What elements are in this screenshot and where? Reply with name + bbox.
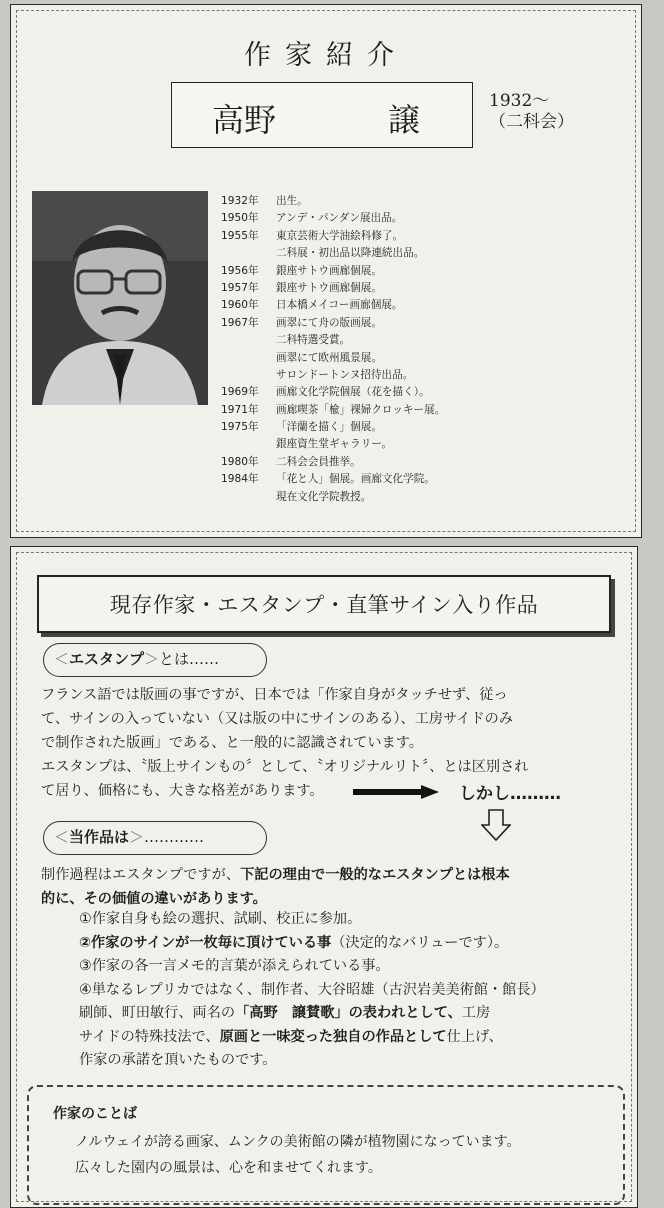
work-paragraph xyxy=(41,863,510,911)
reason-4-line1: ④単なるレプリカではなく、制作者、大谷昭雄（古沢岩美美術館・館長） xyxy=(79,981,545,998)
bio-year: 1932年 xyxy=(221,195,259,207)
artist-dates xyxy=(489,91,574,133)
bio-text: 画翠にて欧州風景展。 xyxy=(276,351,382,364)
estampe-line: て居り、価格にも、大きな格差があります。 xyxy=(41,783,324,799)
reason-4-line2-c: 工房 xyxy=(461,1005,491,1021)
bio-text: 「洋蘭を描く」個展。 xyxy=(276,421,382,434)
bio-text: 「花と人」個展。画廊文化学院。 xyxy=(276,473,435,486)
reason-4-line2 xyxy=(79,1002,545,1026)
bio-text: 現在文化学院教授。 xyxy=(276,490,372,503)
work-suffix: ………… xyxy=(144,828,205,846)
bio-text: 二科会会員推挙。 xyxy=(276,455,361,468)
bio-row xyxy=(221,402,445,419)
artist-words-line: ノルウェイが誇る画家、ムンクの美術館の隣が植物園になっています。 xyxy=(75,1134,521,1150)
work-line1-a: 制作過程はエスタンプですが、 xyxy=(41,867,241,883)
bio-year: 1957年 xyxy=(221,281,259,294)
bio-year: 1960年 xyxy=(221,299,259,312)
reason-4-line4: 作家の承諾を頂いたものです。 xyxy=(79,1052,277,1068)
reason-4-line3-c: 仕上げ、 xyxy=(446,1028,503,1045)
bio-year: 1984年 xyxy=(221,473,259,486)
estampe-paragraph xyxy=(41,683,528,803)
biography-list xyxy=(221,193,445,506)
arrow-down-icon xyxy=(481,809,511,841)
bio-text: 画廊文化学院個展（花を描く）。 xyxy=(276,386,430,399)
work-line2: 的に、その価値の違いがあります。 xyxy=(41,891,267,907)
artist-given-name: 譲 xyxy=(388,101,421,139)
artist-name-box xyxy=(171,82,473,148)
bio-text: 画翠にて舟の版画展。 xyxy=(276,316,382,329)
however-text: しかし……… xyxy=(459,784,561,804)
bio-row xyxy=(221,489,445,506)
reason-4-line2-a: 刷師、町田敏行、両名の xyxy=(79,1005,236,1021)
estampe-explanation-panel xyxy=(10,546,638,1208)
bio-year: 1956年 xyxy=(221,264,259,277)
reason-3: ③作家の各一言メモ的言葉が添えられている事。 xyxy=(79,958,390,974)
bio-row xyxy=(221,436,445,453)
bio-year: 1975年 xyxy=(221,421,259,434)
reason-4-line3-a: サイドの特殊技法で、 xyxy=(79,1028,220,1045)
bio-row xyxy=(221,297,445,314)
estampe-line: て、サインの入っていない（又は版の中にサインのある）、工房サイドのみ xyxy=(41,711,514,727)
bio-row xyxy=(221,332,445,349)
artist-intro-panel xyxy=(10,4,642,538)
intro-title: 作家紹介 xyxy=(244,40,408,71)
birth-year: 1932〜 xyxy=(489,91,550,111)
bio-text: 銀座サトウ画廊個展。 xyxy=(276,264,382,277)
bio-year: 1955年 xyxy=(221,229,259,242)
estampe-label-pill: ＜エスタンプ＞とは…… xyxy=(43,643,267,677)
bio-row xyxy=(221,454,445,471)
reason-4-line3 xyxy=(79,1026,545,1050)
bio-text: 東京芸術大学油絵科修了。 xyxy=(276,229,404,242)
bio-row xyxy=(221,228,445,245)
bio-row xyxy=(221,384,445,401)
reason-2-strong: ②作家のサインが一枚毎に頂けている事 xyxy=(79,934,332,951)
reason-list xyxy=(79,908,545,1073)
bio-year: 1969年 xyxy=(221,386,259,399)
reason-2-note: （決定的なバリューです）。 xyxy=(331,934,509,951)
estampe-label: エスタンプ xyxy=(69,650,145,668)
artist-words-line: 広々した園内の風景は、心を和ませてくれます。 xyxy=(75,1160,382,1176)
bio-row xyxy=(221,210,445,227)
bio-row xyxy=(221,315,445,332)
affiliation: （二科会） xyxy=(489,112,574,132)
estampe-line: で制作された版画」である、と一般的に認識されています。 xyxy=(41,735,423,751)
bio-text: サロンドートンヌ招待出品。 xyxy=(276,368,414,381)
bio-text: アンデ・パンダン展出品。 xyxy=(276,212,403,225)
estampe-line: エスタンプは、〝版上サインもの〞として、〝オリジナルリト〞、とは区別され xyxy=(41,759,529,775)
reason-2 xyxy=(79,932,545,956)
bio-text: 二科特選受賞。 xyxy=(276,334,351,347)
headline-box xyxy=(37,575,611,633)
artist-family-name: 高野 xyxy=(212,101,277,139)
bio-row xyxy=(221,280,445,297)
bio-row xyxy=(221,419,445,436)
bio-text: 二科展・初出品以降連続出品。 xyxy=(276,247,425,260)
bio-text: 銀座サトウ画廊個展。 xyxy=(276,281,382,294)
work-label: 当作品は xyxy=(69,828,130,846)
headline: 現存作家・エスタンプ・直筆サイン入り作品 xyxy=(109,593,539,617)
work-line1-b: 下記の理由で一般的なエスタンプとは根本 xyxy=(240,867,510,883)
artist-words-text xyxy=(75,1129,520,1181)
reason-4-line2-b: 「高野 譲賛歌」の表われとして、 xyxy=(235,1005,462,1021)
artist-words-heading: 作家のことば xyxy=(53,1106,137,1122)
reason-1: ①作家自身も絵の選択、試刷、校正に参加。 xyxy=(79,911,362,927)
bio-year: 1950年 xyxy=(221,212,259,225)
bio-year: 1971年 xyxy=(221,403,259,416)
bio-row xyxy=(221,245,445,262)
bio-text: 画廊喫茶「楡」裸婦クロッキー展。 xyxy=(276,403,446,416)
work-label-pill: ＜当作品は＞………… xyxy=(43,821,267,855)
bio-year: 1980年 xyxy=(221,455,259,468)
reason-4-line3-b: 原画と一味変った独自の作品として xyxy=(219,1028,447,1045)
bio-row xyxy=(221,367,445,384)
artist-words-box xyxy=(27,1085,625,1205)
arrow-right-icon xyxy=(353,785,439,799)
bio-row xyxy=(221,193,445,210)
bio-year: 1967年 xyxy=(221,316,259,329)
artist-portrait-photo xyxy=(32,191,208,405)
bio-text: 日本橋メイコー画廊個展。 xyxy=(276,299,403,312)
estampe-line: フランス語では版画の事ですが、日本では「作家自身がタッチせず、従っ xyxy=(41,687,508,703)
bio-row xyxy=(221,350,445,367)
bio-text: 銀座資生堂ギャラリー。 xyxy=(276,438,393,451)
bio-row xyxy=(221,471,445,488)
bio-row xyxy=(221,263,445,280)
bio-text: 出生。 xyxy=(276,195,308,207)
estampe-suffix: とは…… xyxy=(159,650,220,668)
